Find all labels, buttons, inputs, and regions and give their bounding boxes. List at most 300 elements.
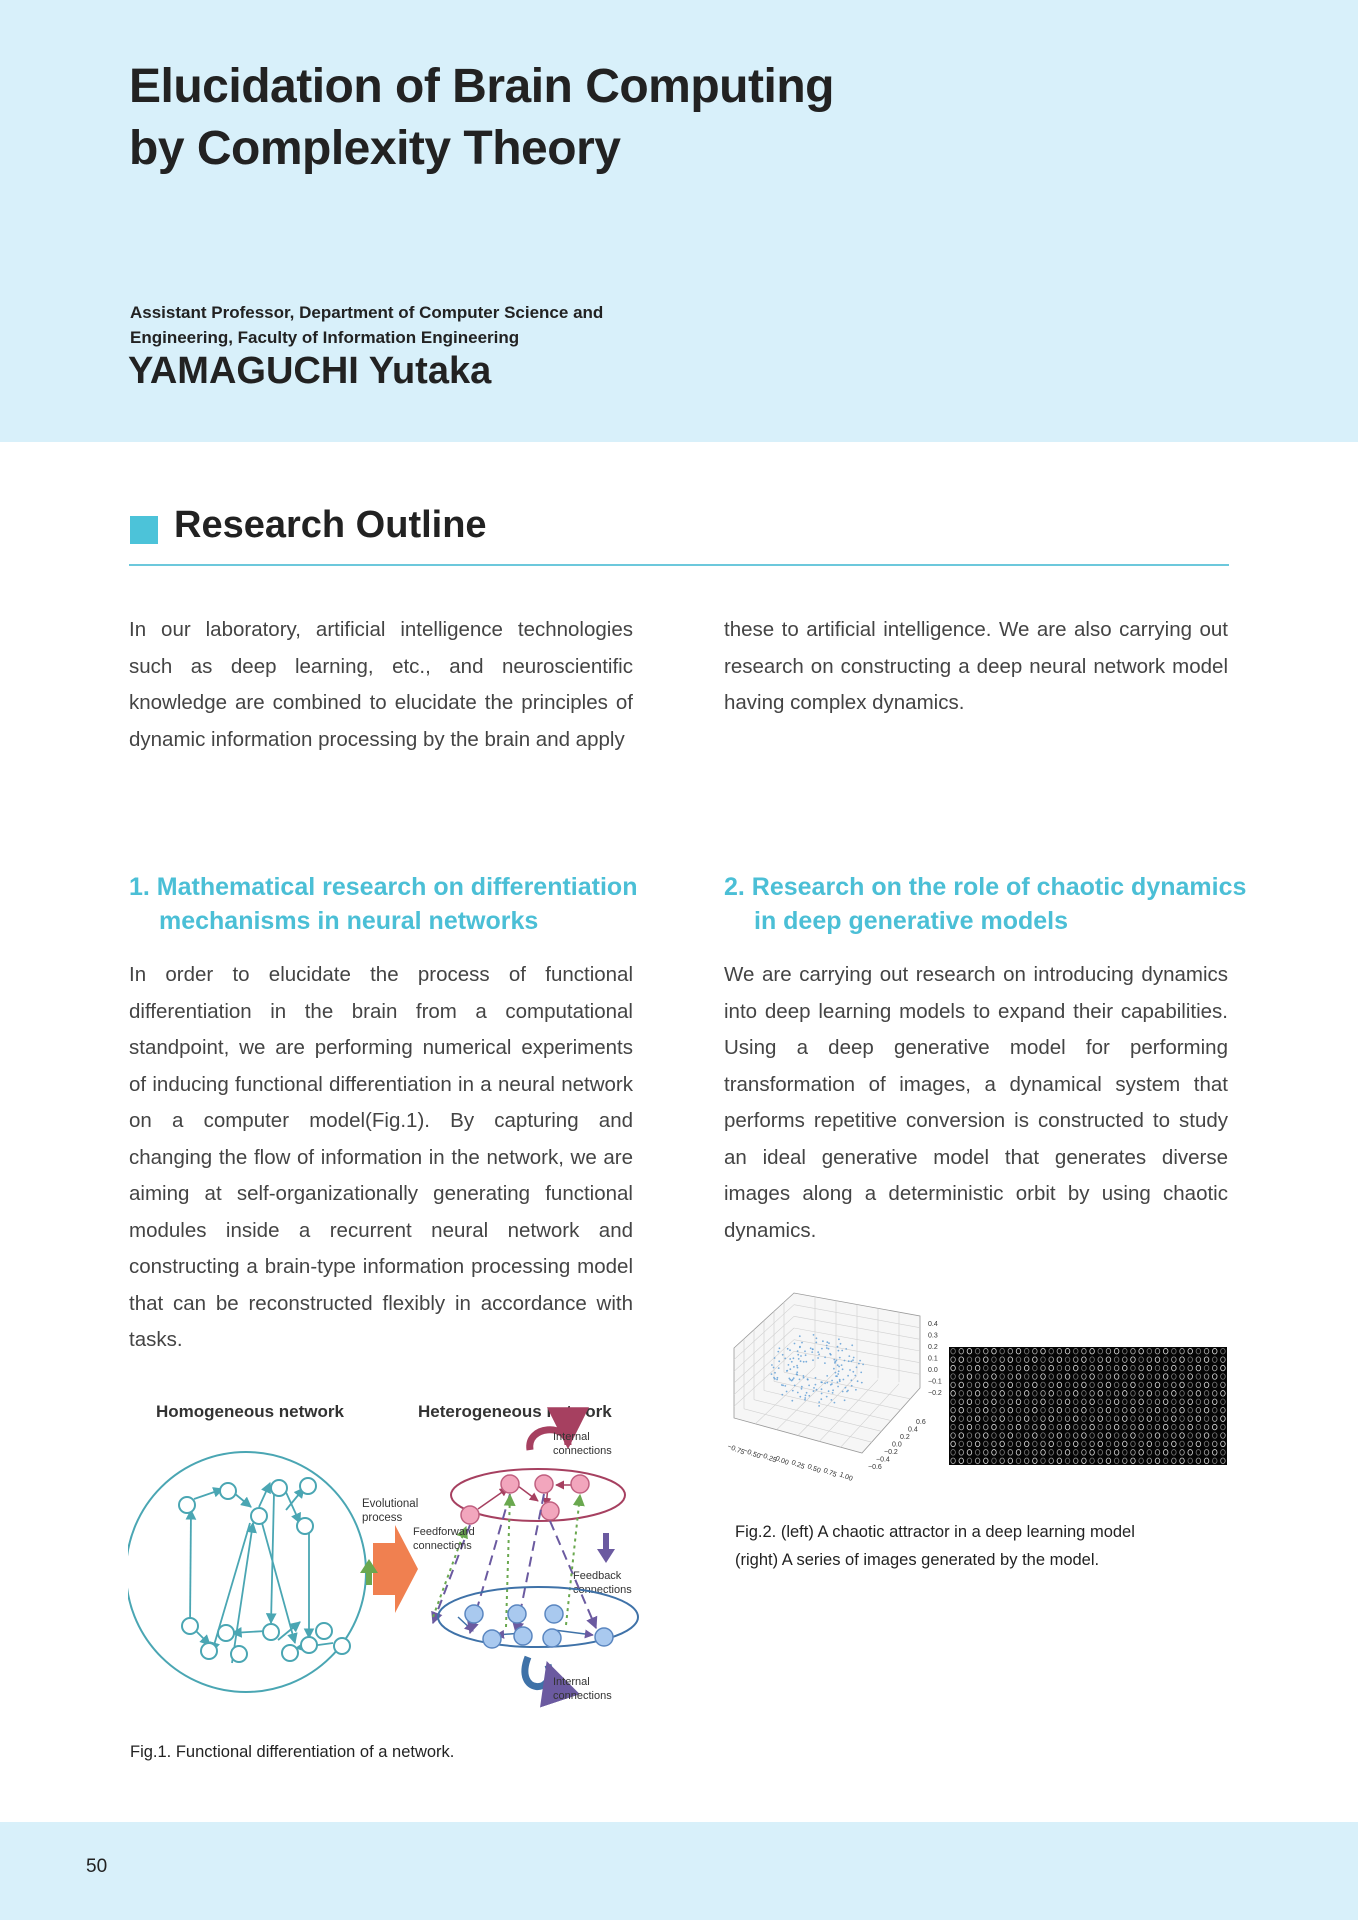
generated-image-cell	[975, 1399, 980, 1405]
generated-image-cell	[1221, 1357, 1226, 1363]
generated-image-cell	[1098, 1424, 1103, 1430]
generated-image-cell	[975, 1357, 980, 1363]
generated-image-cell	[1180, 1391, 1185, 1397]
generated-image-cell	[1212, 1348, 1217, 1354]
generated-image-cell	[1016, 1382, 1021, 1388]
generated-image-cell	[1188, 1365, 1193, 1371]
generated-image-cell	[1212, 1391, 1217, 1397]
attractor-point	[845, 1387, 847, 1389]
generated-image-cell	[1196, 1416, 1201, 1422]
generated-image-cell	[975, 1433, 980, 1439]
generated-image-cell	[984, 1391, 989, 1397]
attractor-point	[844, 1360, 846, 1362]
generated-image-cell	[1180, 1433, 1185, 1439]
generated-image-cell	[992, 1348, 997, 1354]
generated-image-cell	[1155, 1433, 1160, 1439]
generated-image-cell	[1196, 1441, 1201, 1447]
attractor-point	[789, 1349, 791, 1351]
generated-image-cell	[1180, 1450, 1185, 1456]
generated-image-cell	[1188, 1374, 1193, 1380]
generated-image-cell	[1131, 1399, 1136, 1405]
generated-image-cell	[1212, 1441, 1217, 1447]
generated-image-cell	[1196, 1374, 1201, 1380]
attractor-point	[812, 1348, 814, 1350]
generated-image-cell	[1123, 1357, 1128, 1363]
attractor-point	[792, 1390, 794, 1392]
generated-image-cell	[1082, 1441, 1087, 1447]
fig1-caption: Fig.1. Functional differentiation of a network.	[130, 1743, 455, 1761]
attractor-point	[858, 1363, 860, 1365]
attractor-point	[799, 1379, 801, 1381]
generated-image-cell	[1057, 1391, 1062, 1397]
attractor-point	[801, 1388, 803, 1390]
generated-image-cell	[1090, 1382, 1095, 1388]
x-tick-label: 0.00	[774, 1455, 790, 1467]
generated-image-cell	[984, 1441, 989, 1447]
attractor-point	[773, 1367, 775, 1369]
generated-image-cell	[1000, 1391, 1005, 1397]
attractor-point	[828, 1390, 830, 1392]
generated-image-cell	[1049, 1399, 1054, 1405]
generated-image-cell	[992, 1391, 997, 1397]
generated-image-cell	[975, 1382, 980, 1388]
footer-band	[0, 1822, 1358, 1920]
attractor-point	[838, 1366, 840, 1368]
generated-image-cell	[1057, 1450, 1062, 1456]
y-tick-label: −0.2	[884, 1449, 898, 1456]
generated-image-cell	[1147, 1391, 1152, 1397]
generated-image-cell	[1172, 1382, 1177, 1388]
generated-image-cell	[967, 1357, 972, 1363]
attractor-point	[799, 1346, 801, 1348]
generated-image-cell	[959, 1424, 964, 1430]
generated-image-cell	[1106, 1433, 1111, 1439]
generated-image-cell	[1123, 1458, 1128, 1464]
generated-image-cell	[1196, 1424, 1201, 1430]
outline-text-right: these to artificial intelligence. We are also carrying out research on constructing a deep neural network model having complex dynamics.	[724, 618, 1228, 714]
generated-image-cell	[1106, 1348, 1111, 1354]
generated-image-cell	[1065, 1416, 1070, 1422]
generated-image-cell	[1221, 1441, 1226, 1447]
generated-image-cell	[1196, 1348, 1201, 1354]
generated-image-cell	[1188, 1391, 1193, 1397]
attractor-point	[813, 1334, 815, 1336]
generated-image-cell	[1008, 1365, 1013, 1371]
generated-image-cell	[1082, 1357, 1087, 1363]
generated-image-cell	[1139, 1458, 1144, 1464]
attractor-point	[847, 1375, 849, 1377]
attractor-point	[855, 1389, 857, 1391]
generated-image-cell	[1073, 1450, 1078, 1456]
generated-image-cell	[1131, 1348, 1136, 1354]
attractor-point	[838, 1350, 840, 1352]
attractor-point	[826, 1375, 828, 1377]
generated-image-cell	[1212, 1382, 1217, 1388]
generated-image-cell	[1016, 1416, 1021, 1422]
attractor-point	[801, 1342, 803, 1344]
generated-image-cell	[1188, 1424, 1193, 1430]
generated-image-cell	[984, 1458, 989, 1464]
x-tick-label: −0.75	[726, 1443, 746, 1457]
generated-image-cell	[984, 1374, 989, 1380]
generated-image-cell	[1000, 1399, 1005, 1405]
generated-image-cell	[1008, 1441, 1013, 1447]
generated-image-cell	[1098, 1458, 1103, 1464]
attractor-point	[816, 1389, 818, 1391]
label-internal-top: Internal connections	[553, 1431, 612, 1457]
generated-image-cell	[1057, 1441, 1062, 1447]
purple-down-arrow	[597, 1533, 615, 1563]
generated-image-cell	[959, 1382, 964, 1388]
generated-image-cell	[1172, 1365, 1177, 1371]
upper-module-edges	[478, 1485, 576, 1509]
generated-image-cell	[959, 1391, 964, 1397]
generated-image-cell	[1106, 1441, 1111, 1447]
generated-image-cell	[1008, 1348, 1013, 1354]
generated-image-cell	[1188, 1458, 1193, 1464]
attractor-point	[842, 1391, 844, 1393]
generated-image-cell	[1180, 1365, 1185, 1371]
generated-image-cell	[1024, 1374, 1029, 1380]
attractor-point	[811, 1351, 813, 1353]
generated-image-cell	[1008, 1450, 1013, 1456]
generated-image-cell	[1188, 1450, 1193, 1456]
generated-image-cell	[1114, 1424, 1119, 1430]
generated-image-cell	[967, 1458, 972, 1464]
generated-image-cell	[1139, 1441, 1144, 1447]
attractor-point	[826, 1345, 828, 1347]
generated-image-cell	[992, 1458, 997, 1464]
generated-image-cell	[984, 1433, 989, 1439]
attractor-point	[861, 1382, 863, 1384]
generated-image-cell	[1221, 1399, 1226, 1405]
attractor-point	[796, 1374, 798, 1376]
generated-image-cell	[1163, 1450, 1168, 1456]
generated-image-cell	[1073, 1424, 1078, 1430]
generated-image-cell	[951, 1450, 956, 1456]
attractor-point	[784, 1358, 786, 1360]
generated-image-cell	[1212, 1433, 1217, 1439]
generated-image-cell	[1000, 1382, 1005, 1388]
attractor-point	[803, 1377, 805, 1379]
generated-image-cell	[1155, 1407, 1160, 1413]
generated-image-cell	[1082, 1382, 1087, 1388]
generated-image-cell	[1041, 1348, 1046, 1354]
generated-image-cell	[1041, 1399, 1046, 1405]
attractor-point	[854, 1375, 856, 1377]
generated-image-cell	[992, 1433, 997, 1439]
generated-image-cell	[1114, 1407, 1119, 1413]
generated-image-cell	[1212, 1399, 1217, 1405]
y-tick-label: 0.6	[916, 1419, 926, 1426]
generated-image-cell	[1033, 1391, 1038, 1397]
generated-image-cell	[1147, 1399, 1152, 1405]
attractor-point	[831, 1380, 833, 1382]
attractor-point	[851, 1385, 853, 1387]
attractor-point	[800, 1360, 802, 1362]
generated-image-cell	[1016, 1365, 1021, 1371]
generated-image-cell	[1196, 1450, 1201, 1456]
y-tick-label: −0.4	[876, 1456, 890, 1464]
generated-image-cell	[984, 1382, 989, 1388]
generated-image-cell	[1106, 1458, 1111, 1464]
attractor-point	[826, 1396, 828, 1398]
generated-image-cell	[1073, 1391, 1078, 1397]
y-tick-label: 0.4	[908, 1426, 918, 1434]
generated-image-cell	[967, 1391, 972, 1397]
generated-image-cell	[1033, 1399, 1038, 1405]
internal-loop-bottom	[525, 1657, 550, 1687]
generated-image-cell	[1057, 1424, 1062, 1430]
generated-image-cell	[1114, 1450, 1119, 1456]
generated-image-cell	[1082, 1450, 1087, 1456]
attractor-point	[837, 1364, 839, 1366]
generated-image-cell	[1049, 1458, 1054, 1464]
generated-image-cell	[1221, 1433, 1226, 1439]
attractor-point	[801, 1386, 803, 1388]
attractor-point	[793, 1377, 795, 1379]
attractor-point	[805, 1361, 807, 1363]
attractor-point	[836, 1360, 838, 1362]
generated-image-cell	[1041, 1450, 1046, 1456]
generated-image-cell	[1041, 1391, 1046, 1397]
generated-image-cell	[1196, 1357, 1201, 1363]
generated-image-cell	[984, 1357, 989, 1363]
attractor-point	[782, 1354, 784, 1356]
generated-image-cell	[1016, 1407, 1021, 1413]
generated-image-cell	[1221, 1348, 1226, 1354]
generated-image-cell	[1131, 1357, 1136, 1363]
generated-image-cell	[1212, 1424, 1217, 1430]
generated-image-cell	[1204, 1450, 1209, 1456]
generated-image-cell	[1024, 1424, 1029, 1430]
title-line-1: Elucidation of Brain Computing	[129, 60, 834, 113]
generated-image-cell	[1016, 1433, 1021, 1439]
generated-image-cell	[1000, 1458, 1005, 1464]
generated-image-cell	[1057, 1458, 1062, 1464]
generated-image-cell	[1024, 1450, 1029, 1456]
generated-image-cell	[1098, 1348, 1103, 1354]
generated-image-cell	[992, 1450, 997, 1456]
generated-image-cell	[1008, 1382, 1013, 1388]
generated-image-cell	[1008, 1433, 1013, 1439]
generated-image-cell	[1057, 1382, 1062, 1388]
generated-image-cell	[1106, 1374, 1111, 1380]
generated-image-cell	[959, 1374, 964, 1380]
y-tick-label: −0.6	[868, 1464, 882, 1471]
generated-image-cell	[1196, 1391, 1201, 1397]
generated-image-cell	[1008, 1424, 1013, 1430]
generated-image-cell	[1180, 1407, 1185, 1413]
generated-image-cell	[1024, 1365, 1029, 1371]
generated-image-cell	[1090, 1374, 1095, 1380]
attractor-point	[799, 1335, 801, 1337]
generated-image-cell	[1073, 1399, 1078, 1405]
attractor-point	[859, 1360, 861, 1362]
outline-text-left: In our laboratory, artificial intelligence technologies such as deep learning, etc., and neuroscientific knowledge are combined to elucidate the principles of dynamic information processing by the brain and apply	[129, 618, 633, 751]
generated-image-cell	[1180, 1424, 1185, 1430]
generated-image-cell	[992, 1382, 997, 1388]
generated-image-cell	[1123, 1348, 1128, 1354]
generated-image-cell	[1049, 1416, 1054, 1422]
generated-image-cell	[984, 1365, 989, 1371]
attractor-point	[797, 1367, 799, 1369]
generated-image-cell	[1033, 1433, 1038, 1439]
evolution-arrow	[373, 1525, 418, 1613]
attractor-point	[776, 1379, 778, 1381]
generated-image-cell	[1049, 1433, 1054, 1439]
generated-image-cell	[967, 1441, 972, 1447]
affiliation-line-1: Assistant Professor, Department of Computer Science and	[130, 303, 604, 322]
attractor-point	[797, 1392, 799, 1394]
attractor-point	[837, 1373, 839, 1375]
generated-image-cell	[1098, 1441, 1103, 1447]
generated-image-cell	[975, 1458, 980, 1464]
x-tick-label: 0.50	[806, 1463, 822, 1475]
generated-image-cell	[1131, 1441, 1136, 1447]
generated-image-cell	[1033, 1365, 1038, 1371]
attractor-point	[789, 1358, 791, 1360]
generated-image-cell	[1073, 1382, 1078, 1388]
author-affiliation	[130, 300, 603, 350]
generated-image-cell	[1147, 1424, 1152, 1430]
generated-image-cell	[1065, 1433, 1070, 1439]
attractor-point	[842, 1368, 844, 1370]
attractor-point	[851, 1344, 853, 1346]
attractor-point	[815, 1377, 817, 1379]
generated-image-cell	[1008, 1399, 1013, 1405]
section-2-heading: 2. Research on the role of chaotic dynamics in deep generative models	[724, 873, 1247, 935]
generated-image-cell	[1163, 1391, 1168, 1397]
title-line-2: by Complexity Theory	[129, 122, 621, 175]
generated-image-cell	[1073, 1374, 1078, 1380]
generated-image-cell	[1204, 1407, 1209, 1413]
generated-image-cell	[967, 1450, 972, 1456]
generated-image-cell	[1114, 1365, 1119, 1371]
generated-image-cell	[951, 1357, 956, 1363]
attractor-point	[813, 1387, 815, 1389]
generated-image-cell	[1123, 1365, 1128, 1371]
generated-image-cell	[1098, 1450, 1103, 1456]
generated-image-cell	[1008, 1391, 1013, 1397]
generated-image-cell	[1139, 1399, 1144, 1405]
generated-image-cell	[1196, 1382, 1201, 1388]
generated-image-cell	[1221, 1450, 1226, 1456]
generated-image-cell	[1155, 1374, 1160, 1380]
generated-image-cell	[1016, 1450, 1021, 1456]
attractor-point	[837, 1381, 839, 1383]
generated-image-cell	[1221, 1391, 1226, 1397]
generated-image-cell	[1090, 1416, 1095, 1422]
generated-image-cell	[1147, 1441, 1152, 1447]
generated-image-cell	[1123, 1382, 1128, 1388]
generated-image-cell	[1212, 1407, 1217, 1413]
generated-image-cell	[1049, 1357, 1054, 1363]
attractor-point	[828, 1348, 830, 1350]
generated-image-cell	[1041, 1433, 1046, 1439]
generated-image-cell	[1139, 1450, 1144, 1456]
generated-image-cell	[992, 1424, 997, 1430]
page-title	[129, 56, 834, 180]
fig2-attractor-plot	[722, 1288, 942, 1488]
generated-image-cell	[1114, 1374, 1119, 1380]
generated-image-cell	[1131, 1365, 1136, 1371]
generated-image-cell	[1204, 1365, 1209, 1371]
attractor-point	[815, 1342, 817, 1344]
generated-image-cell	[959, 1348, 964, 1354]
plot-3d-frame	[734, 1293, 920, 1453]
attractor-point	[821, 1382, 823, 1384]
generated-image-cell	[1090, 1458, 1095, 1464]
generated-image-cell	[967, 1407, 972, 1413]
section-marker	[130, 516, 158, 544]
generated-image-cell	[951, 1365, 956, 1371]
generated-image-cell	[984, 1407, 989, 1413]
attractor-point	[844, 1399, 846, 1401]
generated-image-cell	[1131, 1382, 1136, 1388]
generated-image-cell	[1000, 1441, 1005, 1447]
attractor-point	[848, 1360, 850, 1362]
generated-image-cell	[1106, 1450, 1111, 1456]
label-heterogeneous: Heterogeneous network	[418, 1402, 612, 1421]
generated-image-cell	[967, 1399, 972, 1405]
generated-image-cell	[992, 1407, 997, 1413]
generated-image-cell	[975, 1441, 980, 1447]
attractor-point	[786, 1370, 788, 1372]
generated-image-cell	[1016, 1391, 1021, 1397]
generated-image-cell	[1082, 1458, 1087, 1464]
attractor-point	[851, 1379, 853, 1381]
generated-image-cell	[975, 1407, 980, 1413]
generated-image-cell	[1073, 1348, 1078, 1354]
generated-image-cell	[1172, 1458, 1177, 1464]
upper-module-nodes	[461, 1475, 589, 1524]
x-axis-ticks	[726, 1443, 853, 1483]
attractor-point	[793, 1366, 795, 1368]
attractor-point	[821, 1348, 823, 1350]
generated-image-cell	[1139, 1374, 1144, 1380]
generated-image-cell	[1016, 1374, 1021, 1380]
generated-image-cell	[1212, 1357, 1217, 1363]
attractor-point	[839, 1357, 841, 1359]
attractor-point	[860, 1372, 862, 1374]
generated-images-grid	[949, 1347, 1227, 1465]
generated-image-cell	[1172, 1433, 1177, 1439]
generated-image-cell	[1204, 1441, 1209, 1447]
generated-image-cell	[1016, 1399, 1021, 1405]
generated-image-cell	[1163, 1382, 1168, 1388]
generated-image-cell	[1082, 1416, 1087, 1422]
generated-image-cell	[1123, 1424, 1128, 1430]
attractor-point	[832, 1392, 834, 1394]
generated-image-cell	[1098, 1382, 1103, 1388]
generated-image-cell	[1155, 1357, 1160, 1363]
fig1-diagram	[128, 1395, 648, 1715]
generated-image-cell	[1163, 1374, 1168, 1380]
generated-image-cell	[1057, 1407, 1062, 1413]
generated-image-cell	[1106, 1382, 1111, 1388]
generated-image-cell	[1188, 1416, 1193, 1422]
generated-image-cell	[1057, 1416, 1062, 1422]
z-tick-label: −0.2	[928, 1390, 942, 1397]
generated-image-cell	[1139, 1391, 1144, 1397]
section-1-body: In order to elucidate the process of functional differentiation in the brain from a computational standpoint, we are performing numerical experiments of inducing functional differentiation in a neural network on a computer model(Fig.1). By capturing and changing the flow of information in the network, we are aiming at self-organizationally generating functional modules inside a recurrent neural network and constructing a brain-type information processing model that can be reconstructed flexibly in accordance with tasks.	[129, 963, 633, 1351]
attractor-point	[840, 1343, 842, 1345]
attractor-point	[848, 1355, 850, 1357]
attractor-point	[846, 1391, 848, 1393]
generated-image-cell	[1123, 1407, 1128, 1413]
attractor-point	[818, 1405, 820, 1407]
